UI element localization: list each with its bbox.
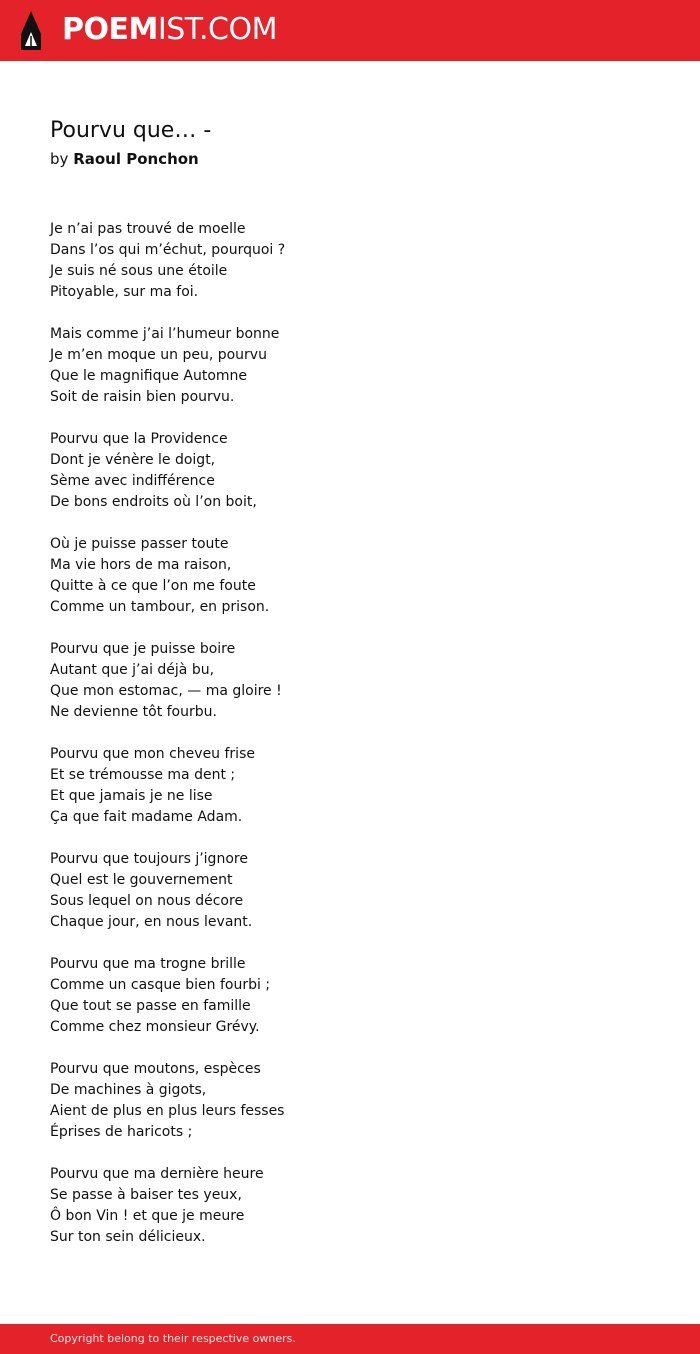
poem-line: Aient de plus en plus leurs fesses (50, 1103, 285, 1119)
stanza (50, 324, 650, 408)
site-logo[interactable] (62, 12, 277, 48)
poem-title: Pourvu que… - (50, 118, 212, 143)
poem-line: Comme un tambour, en prison. (50, 599, 270, 615)
poem-line: Où je puisse passer toute (50, 536, 229, 552)
stanza (50, 219, 650, 303)
stanza (50, 744, 650, 828)
poem-line: De bons endroits où l’on boit, (50, 494, 257, 510)
poem-line: Pourvu que moutons, espèces (50, 1061, 261, 1077)
poem-line: Pourvu que je puisse boire (50, 641, 236, 657)
stanza (50, 954, 650, 1038)
site-header (0, 0, 700, 61)
poem-line: Que le magnifique Automne (50, 368, 248, 384)
poem-line: Sur ton sein délicieux. (50, 1229, 206, 1245)
poem-line: De machines à gigots, (50, 1082, 207, 1098)
poem-line: Sème avec indifférence (50, 473, 215, 489)
stanza (50, 429, 650, 513)
poem-line: Ma vie hors de ma raison, (50, 557, 232, 573)
poem-line: Je n’ai pas trouvé de moelle (50, 221, 246, 237)
stanza (50, 1164, 650, 1248)
poem-line: Que tout se passe en famille (50, 998, 251, 1014)
poem-line: Autant que j’ai déjà bu, (50, 662, 215, 678)
logo-bold-part: POEM (62, 12, 158, 47)
author-name: Raoul Ponchon (73, 150, 199, 168)
poem-line: Je m’en moque un peu, pourvu (50, 347, 267, 363)
site-footer (0, 1324, 700, 1354)
poem-line: Mais comme j’ai l’humeur bonne (50, 326, 280, 342)
byline (50, 148, 199, 170)
poem-line: Éprises de haricots ; (50, 1124, 193, 1140)
poem-line: Sous lequel on nous décore (50, 893, 244, 909)
poem-line: Pourvu que ma dernière heure (50, 1166, 264, 1182)
poem-line: Ne devienne tôt fourbu. (50, 704, 217, 720)
poem-line: Dans l’os qui m’échut, pourquoi ? (50, 242, 286, 258)
poem-line: Pourvu que la Providence (50, 431, 228, 447)
poem-line: Pourvu que ma trogne brille (50, 956, 246, 972)
poem-line: Que mon estomac, — ma gloire ! (50, 683, 282, 699)
logo-light-part: IST.COM (157, 12, 277, 47)
poem-body (50, 219, 650, 1269)
stanza (50, 849, 650, 933)
poem-line: Pourvu que toujours j’ignore (50, 851, 248, 867)
poem-line: Quel est le gouvernement (50, 872, 233, 888)
poem-line: Ça que fait madame Adam. (50, 809, 243, 825)
poem-line: Quitte à ce que l’on me foute (50, 578, 256, 594)
poem-line: Comme un casque bien fourbi ; (50, 977, 271, 993)
poem-line: Comme chez monsieur Grévy. (50, 1019, 260, 1035)
poem-line: Dont je vénère le doigt, (50, 452, 216, 468)
pen-nib-icon[interactable] (18, 10, 44, 52)
poem-line: Et que jamais je ne lise (50, 788, 213, 804)
stanza (50, 534, 650, 618)
copyright-text: Copyright belong to their respective owners. (50, 1332, 296, 1345)
poem-line: Ô bon Vin ! et que je meure (50, 1208, 245, 1224)
poem-line: Et se trémousse ma dent ; (50, 767, 236, 783)
poem-line: Chaque jour, en nous levant. (50, 914, 253, 930)
poem-line: Pourvu que mon cheveu frise (50, 746, 255, 762)
stanza (50, 639, 650, 723)
poem-line: Pitoyable, sur ma foi. (50, 284, 199, 300)
poem-line: Se passe à baiser tes yeux, (50, 1187, 242, 1203)
stanza (50, 1059, 650, 1143)
by-label: by (50, 150, 69, 168)
poem-line: Soit de raisin bien pourvu. (50, 389, 235, 405)
poem-line: Je suis né sous une étoile (50, 263, 228, 279)
